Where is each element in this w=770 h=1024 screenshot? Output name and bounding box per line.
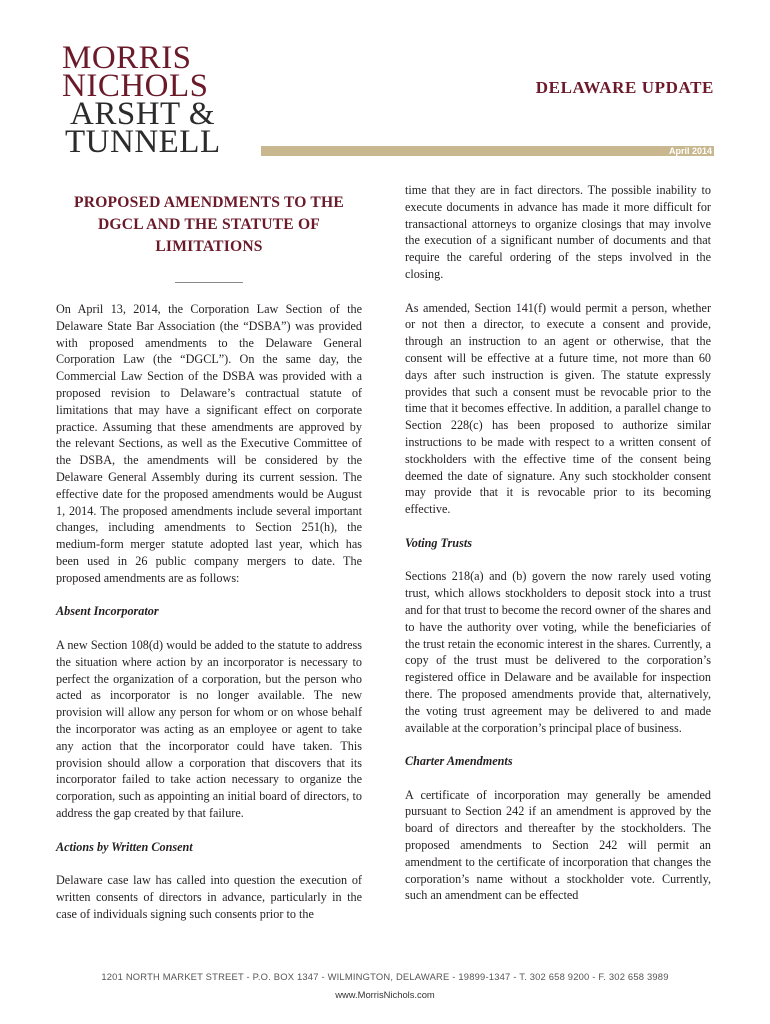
issue-date: April 2014 — [668, 146, 712, 156]
newsletter-title: DELAWARE UPDATE — [535, 78, 714, 97]
section-heading-charter-amendments: Charter Amendments — [405, 754, 513, 769]
absent-incorporator-paragraph: A new Section 108(d) would be added to the statute to address the situation where action by an incorporator is necessary to perfect the organization of a corporation, but the person who acted as incorporator is no longer available. The new provision will allow any person for whom or on whose behalf the incorporator was acting as an employee or agent to take any action that the incorporator could have taken. This provision should allow a corporation that discovers that its incorporator failed to take action necessary to organize the corporation, such as appointing an initial board of directors, to address the gap created by that failure. — [56, 637, 362, 820]
written-consent-paragraph: Delaware case law has called into question the execution of written consents of directors in advance, particularly in the case of individuals signing such consents prior to the — [56, 873, 362, 921]
title-divider — [175, 282, 243, 283]
charter-amendments-paragraph: A certificate of incorporation may generally be amended pursuant to Section 242 if an amendment is approved by the board of directors and thereafter by the stockholders. The proposed amendments to Section 242 will permit an amendment to the certificate of incorporation that changes the corporation’s name without a stockholder vote. Currently, such an amendment can be effected — [405, 787, 711, 903]
left-column — [56, 186, 362, 922]
intro-paragraph: On April 13, 2014, the Corporation Law Section of the Delaware State Bar Association (the “DSBA”) was provided with proposed amendments to the Delaware General Corporation Law (the “DGCL”). On the same day, the Commercial Law Section of the DSBA was provided with a proposed revision to Delaware’s contractual statute of limitations that may have a significant effect on corporate practice. Assuming that these amendments are approved by the relevant Sections, as well as the Executive Committee of the DSBA, the amendments will be considered by the Delaware General Assembly during its current session. The effective date for the proposed amendments would be August 1, 2014. The proposed amendments include several important changes, including amendments to Section 251(h), the medium-form merger statute adopted last year, which has been used in 26 public company mergers to date. The proposed amendments are as follows: — [56, 302, 362, 585]
section-141f-paragraph: As amended, Section 141(f) would permit a person, whether or not then a director, to execute a consent and provide, through an instruction to an agent or otherwise, that the consent will be effective at a future time, not more than 60 days after such instruction is given. The statute expressly provides that such a consent must be revocable prior to the time that it becomes effective. In addition, a parallel change to Section 228(c) has been proposed to authorize similar instructions to be made with respect to a written consent of stockholders with the effective time of the consent being deemed the date of signature. Any such stockholder consent may provide that it is revocable prior to its becoming effective. — [405, 300, 711, 517]
voting-trusts-paragraph: Sections 218(a) and (b) govern the now rarely used voting trust, which allows stockholders to deposit stock into a trust and for that trust to become the record owner of the shares and to have the authority over voting, while the beneficiaries of the trust retain the economic interest in the shares. Currently, a copy of the trust must be delivered to the corporation’s registered office in Delaware and be available for inspection there. The proposed amendments provide that, alternatively, the voting trust agreement may be delivered to and made available at the corporation’s principal place of business. — [405, 569, 711, 735]
firm-logo — [62, 40, 252, 160]
logo-line-arsht: ARSHT & — [70, 96, 216, 132]
footer-website[interactable]: www.MorrisNichols.com — [335, 989, 435, 1000]
header-divider-bar — [261, 146, 714, 156]
right-column — [405, 182, 711, 904]
section-heading-voting-trusts: Voting Trusts — [405, 535, 472, 550]
footer-address: 1201 NORTH MARKET STREET - P.O. BOX 1347 - WILMINGTON, DELAWARE - 19899-1347 - T. 302 658 9200 - F. 302 658 3989 — [101, 971, 669, 982]
logo-line-morris: MORRIS — [62, 40, 192, 76]
written-consent-continued-paragraph: time that they are in fact directors. The possible inability to execute documents in advance has made it more difficult for transactional attorneys to organize closings that may involve the execution of a significant number of documents and that require the careful ordering of the steps involved in the closing. — [405, 183, 711, 281]
section-heading-absent-incorporator: Absent Incorporator — [56, 604, 159, 619]
logo-line-nichols: NICHOLS — [62, 68, 209, 104]
article-title: PROPOSED AMENDMENTS TO THE DGCL AND THE STATUTE OF LIMITATIONS — [74, 194, 344, 255]
logo-line-tunnell: TUNNELL — [65, 124, 221, 160]
section-heading-written-consent: Actions by Written Consent — [56, 839, 193, 854]
